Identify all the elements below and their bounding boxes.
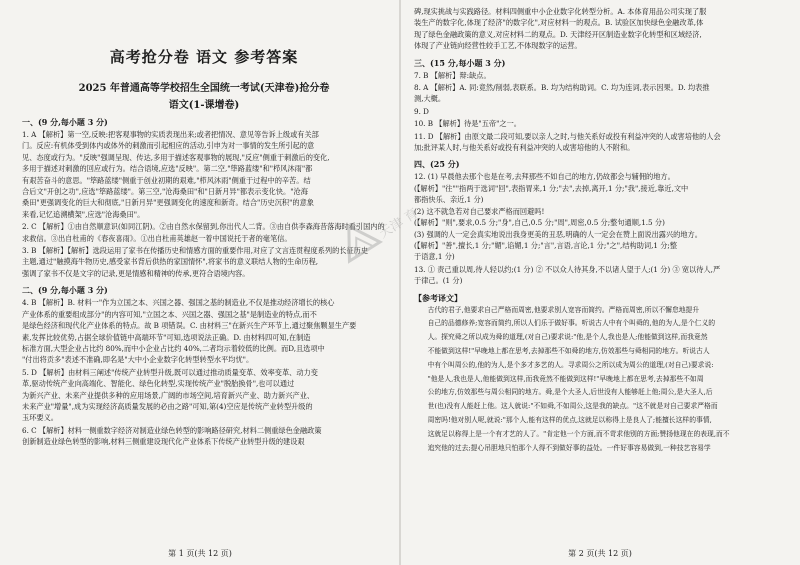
question-answer-line: 2. C 【解析】①由自然顺意识(如同江阴)。②由自然水保留到,你出代人二背。③由自供李森海昔落海时看引国内的: [22, 222, 385, 232]
explanation-line: 有艰苦奋斗的意思。"筚路蓝缕"侧重于创业初期的艰难,"栉风沐雨"侧重于过程中的辛苦。结: [22, 175, 311, 185]
explanation-line: 是绿色经济和现代化产业体系的特点。故 B 项错误。C. 由材料三"在新兴生产环节上,通过聚焦颗显生产要: [22, 321, 357, 331]
explanation-line: (【解析】"则",要求,0.5 分;"身",自己,0.5 分;"周",周密,0.5 分;整句通顺,1.5 分): [414, 218, 665, 228]
explanation-line: 主题,通过"触摸海牛物历史,感受家书背后供热的家国情怀",将家书的意义联结人物的生命历程,: [22, 257, 319, 267]
explanation-line: "付出将贡多"表述不准确,即名是"大中小企业数字化转型转型水平均忧"。: [22, 355, 254, 365]
explanation-line: 碑,现实挑战与实践路径。材料四侧重中小企业数字化转型分析。A. 本体育用品公司实现了服: [414, 7, 707, 16]
explanation-line: 求救信。③出自杜甫的《春夜喜雨》。①出自杜甫英雄赵一着中国说托于者的毫笔信。: [22, 233, 292, 243]
explanation-line: (【解析】"善",擅长,1 分;"媚",谄媚,1 分;"言",言语,言论,1 分;"之",结构助词,1 分;整: [414, 240, 678, 250]
section-heading: 二、(9 分,每小题 3 分): [22, 285, 108, 296]
explanation-line: (3) 强调的人一定会真实地说出我身更美的丑恶,明确的人一定会在赞上面说出露兴的地方。: [414, 229, 702, 239]
translation-line: 不能做到这样!"早晚地上都在思考,去掉那些不如舜的地方,仿效那些与舜相同的地方。听说古人: [427, 346, 710, 355]
question-answer-line: 4. B 【解析】B. 材料一"作为立国之本、兴国之器、强国之基的制造业,不仅是推动经济增长的核心: [22, 298, 335, 308]
explanation-line: 革,驱动传统产业向高端化、智能化、绿色化转型,实现传统产业"脱胎换骨",也可以通过: [22, 379, 295, 389]
question-answer-line: 3. B 【解析】【解析】选段运用了家书在传播历史和情感方面的重要作用,对应了文言连贯程度系列的长征历史: [22, 246, 369, 256]
explanation-line: 产业体系的重要组成部分"的内容可知,"立国之本、兴国之器、强国之基"是制造业的特点,而不: [22, 309, 317, 319]
question-answer-line: 9. D: [414, 106, 429, 116]
page-1-footer: 第 1 页(共 12 页): [168, 549, 232, 558]
page-2-footer: 第 2 页(共 12 页): [568, 549, 632, 558]
exam-subtitle: 2025 年普通高等学校招生全国统一考试(天津卷)抢分卷: [78, 83, 330, 94]
answer-body-left: [22, 117, 386, 448]
explanation-line: 素,发挥比较优势,占据全球价值链中高端环节"可知,选项说法正确。D. 由材料四可知,在制造: [22, 332, 311, 342]
translation-line: 人。探究舜之所以成为舜的道理,(对自己)要求说:"他,是个人,我也是人;他能做到这样,而我竟然: [427, 333, 708, 342]
question-answer-line: 5. D 【解析】由材料三阐述"传统产业转型升级,既可以通过推动质量变革、效率变革、动力变: [22, 367, 318, 377]
question-answer-line: 1. A 【解析】第一空,反映:把客观事物的实质表现出来;或者把情况、意见等告诉上级或有关部: [22, 130, 319, 139]
watermark-logo-icon: [334, 217, 380, 262]
explanation-line: 多用于描述对刺激的回应或行为。结合语境,应选"反映"。第二空,"筚路蓝缕"和"栉风沐雨"都: [22, 164, 313, 174]
question-answer-line: 10. B 【解析】待是"五帝"之一。: [414, 119, 521, 129]
explanation-line: 标准方面,大型企业占比约 80%,而中小企业占比约 40%,二者均示着较低的比例。而D,且选项中: [22, 343, 325, 353]
question-answer-line: 6. C 【解析】材料一侧重数字经济对制造业绿色转型的影响路径研究,材料二侧重绿色金融政策: [22, 425, 322, 435]
explanation-line: 为新兴产业、未来产业提供多种的应用场景,广阔的市场空间,培育新兴产业、助力新兴产业、: [22, 390, 315, 400]
explanation-line: 现了绿色金融政策的意义,对应材料二的观点。D. 天津经开区制造业数字化转型和区域经济,: [414, 29, 702, 39]
translation-line: 周密吗!他对别人呢,就说:"那个人,能有这样的优点,这就足以称得上是良人了;能擅长这样的事情,: [427, 415, 712, 424]
translation-line: 追究他的过去;提心吊胆地只怕那个人得不到做好事的益处。一件好事容易做到,一种技艺容易学: [427, 443, 711, 452]
document-title: 高考抢分卷 语文 参考答案: [109, 48, 299, 66]
explanation-line: 玉环要义。: [22, 413, 58, 423]
explanation-line: 于语意,1 分): [414, 252, 455, 262]
question-answer-line: 12. (1) 早晨他去那个也是在考,去拜那些不如自己的地方,仍故都会与辅佣的地方。: [414, 172, 675, 182]
explanation-line: (【解析】"往""指两于选词"回",表指胃来,1 分;"去",去掉,离开,1 分;"我",接近,靠近,文中: [414, 183, 689, 193]
explanation-line: 来看,记忆追溯横架",应选"沧海桑田"。: [22, 209, 145, 219]
explanation-line: 体现了产业链向经营性较手工艺,不体现数字的运营。: [414, 41, 582, 51]
translation-line: 这就足以称得上是一个有才艺的人了。"肯定他一个方面,而不苛求他别的方面;赞扬他现在的表现,而不: [427, 429, 730, 438]
explanation-line: 门。反应:有机体受到体内或体外的刺激而引起相应的活动,引申为对一事情的发生所引起的意: [22, 141, 315, 151]
exam-paper-name: 语文(1-课增卷): [168, 100, 240, 111]
explanation-line: 合后文"开创之功",应选"筚路蓝缕"。第三空,"沧海桑田"和"日新月异"都表示变化快。"沧海: [22, 187, 308, 197]
explanation-line: 装生产的数字化,体现了经济"的数字化",对应材料一的观点。B. 试验区加快绿色金融改革,体: [414, 18, 704, 28]
explanation-line: 于律己。(1 分): [414, 276, 463, 286]
page-1-content: [22, 6, 386, 545]
translation-line: 古代的君子,他要求自己严格而周密,他要求别人宽容而简约。严格而周密,所以不懈怠地提升: [427, 305, 700, 314]
question-answer-line: 8. A 【解析】A. 同:竟然/削弱,表联系。B. 均为结构助词。C. 均为连词,表示因果。D. 均表推: [414, 83, 710, 93]
translation-line: 自己的品德修养;宽容而简约,所以人们乐于做好事。听说古人中有个叫舜的,他的为人,是个仁义的: [427, 319, 716, 328]
explanation-line: 未来产业"增量",成为实现经济高质量发展的必由之路"可知,第(4)空应是传统产业转型升级的: [22, 401, 313, 411]
translation-line: 中有个叫周公的,他的为人,是个多才多艺的人。寻求周公之所以成为周公的道理,(对自己)要求说:: [427, 360, 714, 369]
section-heading: 一、(9 分,每小题 3 分): [22, 117, 108, 127]
section-heading: 【参考译文】: [414, 292, 462, 303]
section-heading: 四、(25 分): [414, 159, 460, 170]
explanation-line: 测,大概。: [414, 94, 446, 104]
watermark-text: 天津 育: [376, 206, 422, 242]
question-answer-line: 7. B 【解析】辩:缺点。: [414, 70, 491, 80]
translation-line: "他是人,我也是人,他能做到这样,而我竟然不能做到这样!"早晚地上都在思考,去掉那些不如周: [427, 374, 704, 383]
explanation-line: 桑田"更强调变化的巨大和彻底,"日新月异"更强调变化的速度和新奇。结合"历史沉积"的意象: [22, 198, 314, 208]
explanation-line: (2) 这不就急若对自己要求严格而回避吗!: [414, 206, 545, 216]
explanation-line: 都指快乐、亲近,1 分): [414, 195, 484, 205]
translation-line: 世(也)没有人能赶上他。这人就说:"不如舜,不如周公,这是我的缺点。"这不就是对自己要求严格而: [427, 402, 718, 411]
translation-line: 公的地方,仿效那些与周公相同的地方。舜,是个大圣人,后世没有人能够赶上他;周公,是大圣人,后: [427, 388, 713, 397]
question-answer-line: 11. D 【解析】由原文最二段可知,要以亲人之时,与他关系好或投有利益冲突的人或害培他的人会: [414, 131, 721, 141]
explanation-line: 见、态度或行为。"反映"强调呈现、传达,多用于描述客观事物的展现,"反应"侧重于刺激后的变化,: [22, 152, 330, 162]
explanation-line: 强调了家书不仅是文字的记录,更是情感和精神的传承,更符合语境内容。: [22, 268, 250, 278]
section-heading: 三、(15 分,每小题 3 分): [414, 57, 506, 68]
explanation-line: 创新制造业绿色转型的影响,材料三侧重建设现代化产业体系下传统产业转型升级的建设艰: [22, 437, 305, 447]
question-answer-line: 13. ① 责己重以周,待人轻以约;(1 分) ② 不以众人待其身,不以诸人望于人;(1 分) ③ 宽以待人,严: [414, 264, 721, 274]
explanation-line: 加;批评某人时,与他关系好或投有利益冲突的人或害培他的人不附和。: [414, 143, 635, 153]
